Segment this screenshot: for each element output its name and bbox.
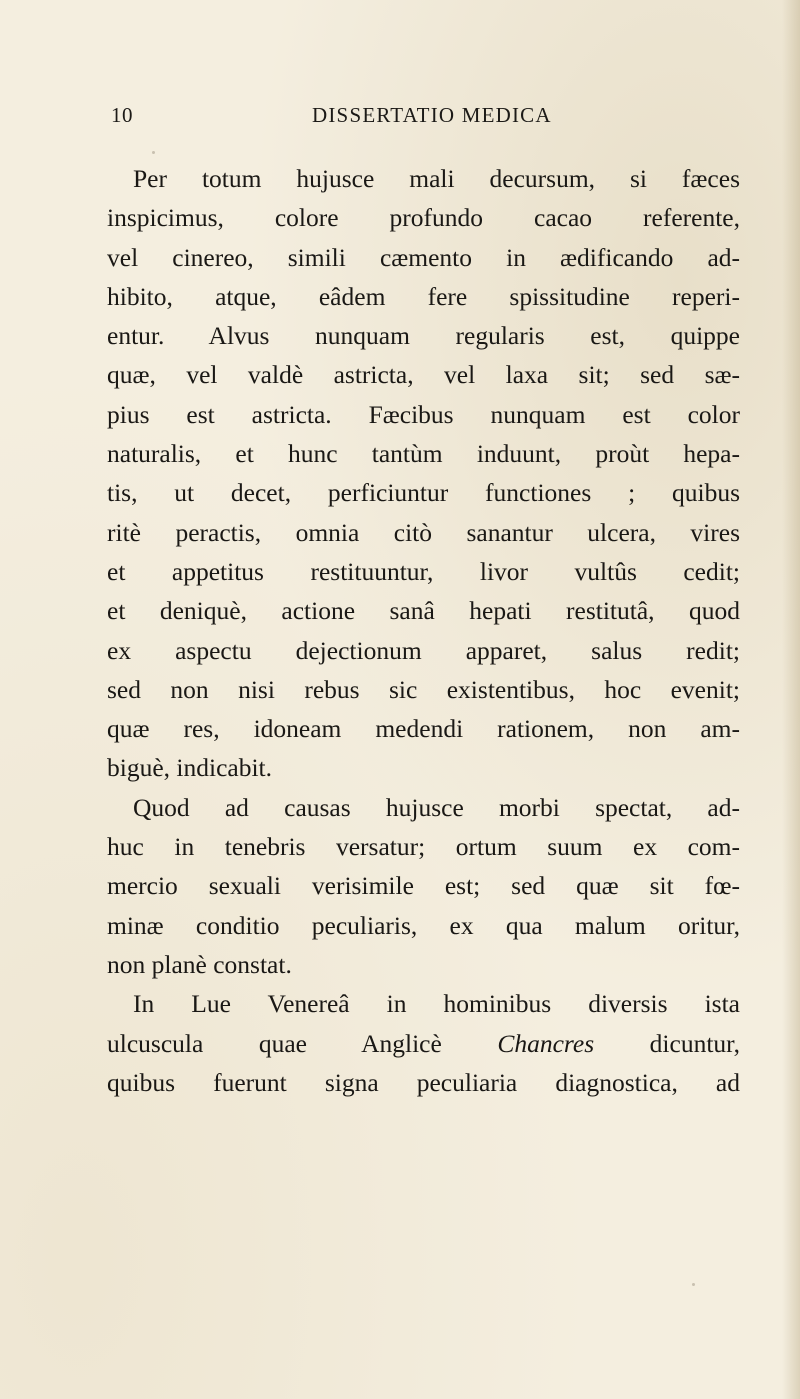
text-line: hibito, atque, eâdem fere spissitudine reperi-	[107, 281, 740, 311]
text-line: Quod ad causas hujusce morbi spectat, ad-	[133, 792, 740, 822]
text-line: inspicimus, colore profundo cacao referente,	[107, 203, 740, 233]
text-line: non planè constat.	[107, 949, 292, 979]
body-text	[107, 159, 740, 1102]
text-line: vel cinereo, simili cæmento in ædificando ad-	[107, 242, 740, 272]
text-line: Per totum hujusce mali decursum, si fæces	[133, 164, 740, 193]
text-line: quibus fuerunt signa peculiaria diagnostica, ad	[107, 1067, 740, 1097]
paper-speck	[692, 1283, 695, 1286]
text-line: et appetitus restituuntur, livor vultûs cedit;	[107, 556, 740, 586]
text-line: ritè peractis, omnia citò sanantur ulcera, vires	[107, 517, 740, 547]
text-line: entur. Alvus nunquam regularis est, quippe	[107, 321, 740, 351]
text-line: sed non nisi rebus sic existentibus, hoc evenit;	[107, 674, 740, 704]
text-line: et deniquè, actione sanâ hepati restitutâ, quod	[107, 596, 740, 626]
text-line: mercio sexuali verisimile est; sed quæ sit fœ-	[107, 871, 740, 901]
text-line: pius est astricta. Fæcibus nunquam est color	[107, 399, 740, 429]
text-line: huc in tenebris versatur; ortum suum ex com-	[107, 832, 740, 862]
running-head: DISSERTATIO MEDICA	[312, 103, 552, 127]
text-fragment: dicuntur,	[649, 1028, 740, 1058]
text-line: quæ res, idoneam medendi rationem, non am-	[107, 714, 740, 744]
page-header	[0, 103, 800, 133]
text-line: ex aspectu dejectionum apparet, salus redit;	[107, 635, 740, 665]
text-fragment: ulcuscula quae Anglicè	[107, 1028, 442, 1058]
text-line: naturalis, et hunc tantùm induunt, proùt hepa-	[107, 439, 740, 469]
text-line: tis, ut decet, perficiuntur functiones ; quibus	[107, 478, 740, 508]
text-line: biguè, indicabit.	[107, 753, 273, 783]
page-edge-shadow	[782, 0, 800, 1399]
text-line: quæ, vel valdè astricta, vel laxa sit; sed sæ-	[107, 360, 740, 390]
page-number: 10	[111, 103, 133, 127]
text-line: In Lue Venereâ in hominibus diversis ista	[133, 989, 740, 1019]
text-line: minæ conditio peculiaris, ex qua malum oritur,	[107, 910, 740, 940]
paper-speck	[152, 151, 155, 154]
italic-term: Chancres	[497, 1028, 595, 1058]
text-line	[107, 1024, 740, 1063]
